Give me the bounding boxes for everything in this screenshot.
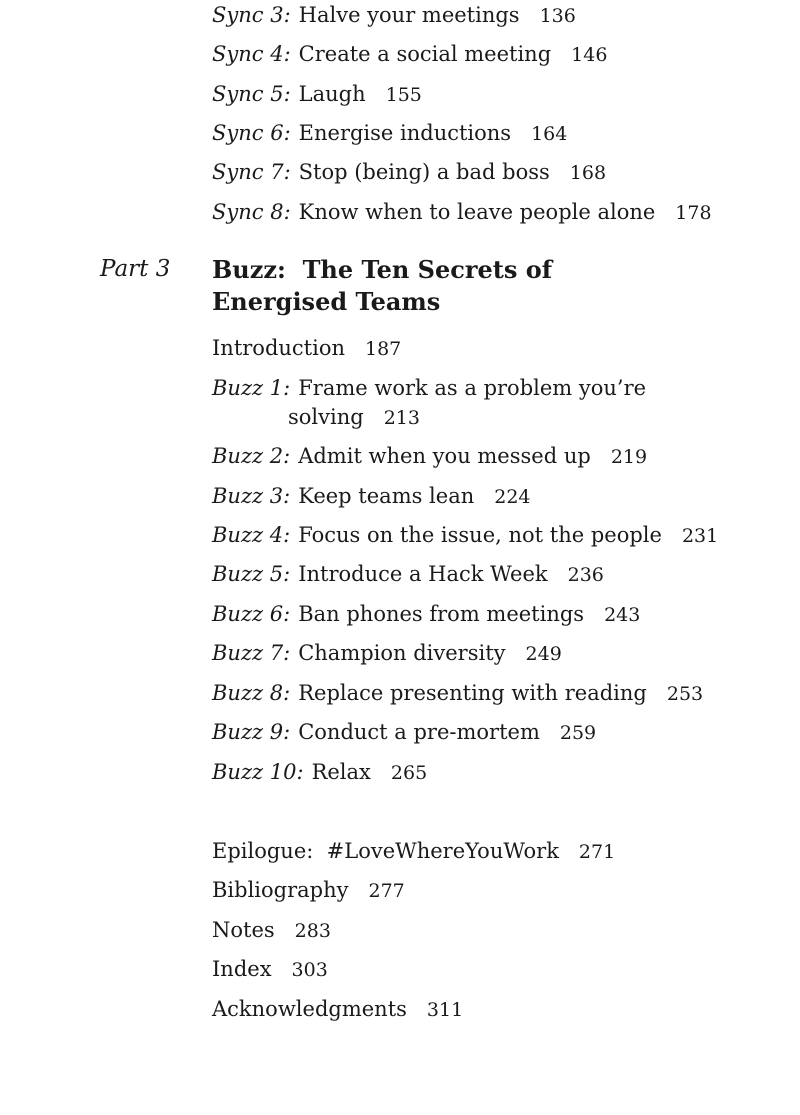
toc-entry-buzz-10: [212, 758, 427, 787]
entry-label: Buzz 3:: [212, 484, 291, 508]
entry-label: Buzz 8:: [212, 681, 291, 705]
entry-title: Introduction: [212, 336, 345, 360]
entry-label: Buzz 5:: [212, 562, 291, 586]
entry-label: Buzz 2:: [212, 444, 291, 468]
toc-entry-buzz-3: [212, 482, 531, 511]
entry-title: Notes: [212, 918, 275, 942]
entry-title: Laugh: [298, 82, 366, 106]
page-number: 311: [426, 999, 464, 1021]
page-number: 155: [385, 84, 422, 106]
page-number: 265: [390, 762, 428, 784]
toc-entry-buzz-8: [212, 679, 703, 708]
entry-title: Acknowledgments: [212, 997, 407, 1021]
toc-entry-sync-8: [212, 198, 712, 227]
page-number: 219: [610, 446, 648, 468]
entry-title: Epilogue: #LoveWhereYouWork: [212, 839, 559, 863]
page-number: 224: [494, 486, 531, 508]
toc-entry-index: [212, 955, 328, 984]
entry-title: Ban phones from meetings: [298, 602, 585, 626]
entry-title-continued: solving: [288, 405, 364, 429]
entry-title: Champion diversity: [298, 641, 506, 665]
toc-entry-acknowledgments: [212, 995, 463, 1024]
toc-entry-bibliography: [212, 876, 405, 905]
entry-title: Introduce a Hack Week: [298, 562, 548, 586]
page-number: 236: [567, 564, 604, 586]
toc-entry-buzz-9: [212, 718, 596, 747]
entry-label: Buzz 7:: [212, 641, 291, 665]
entry-title: Bibliography: [212, 878, 349, 902]
page-number: 283: [294, 920, 331, 942]
page-number: 277: [368, 880, 405, 902]
entry-label: Buzz 9:: [212, 720, 291, 744]
page-number: 164: [531, 123, 568, 145]
entry-title: Index: [212, 957, 272, 981]
entry-label: Buzz 10:: [212, 760, 304, 784]
toc-entry-buzz-4: [212, 521, 718, 550]
page-number: 168: [569, 162, 607, 184]
toc-entry-notes: [212, 916, 331, 945]
toc-entry-epilogue: [212, 837, 615, 866]
toc-entry-sync-5: [212, 80, 422, 109]
entry-title: Energise inductions: [298, 121, 512, 145]
toc-entry-buzz-7: [212, 639, 562, 668]
page-number: 136: [539, 5, 576, 27]
entry-label: Buzz 6:: [212, 602, 291, 626]
part-title-line-1: Buzz: The Ten Secrets of: [212, 255, 553, 284]
page-number: 253: [666, 683, 704, 705]
entry-title: Focus on the issue, not the people: [298, 523, 662, 547]
entry-label: Buzz 4:: [212, 523, 291, 547]
page-number: 213: [383, 407, 420, 429]
entry-title: Admit when you messed up: [298, 444, 591, 468]
page-number: 187: [365, 338, 402, 360]
entry-title: Frame work as a problem you’re: [298, 376, 647, 400]
part-title: [212, 254, 632, 318]
page-number: 271: [578, 841, 616, 863]
toc-entry-introduction: [212, 334, 401, 363]
toc-entry-buzz-6: [212, 600, 640, 629]
entry-label: Sync 6:: [212, 121, 291, 145]
part-title-line-2: Energised Teams: [212, 287, 441, 316]
page-number: 249: [525, 643, 562, 665]
entry-title: Know when to leave people alone: [298, 200, 656, 224]
entry-title: Create a social meeting: [298, 42, 552, 66]
toc-entry-sync-6: [212, 119, 567, 148]
page-number: 146: [571, 44, 608, 66]
entry-label: Sync 4:: [212, 42, 291, 66]
toc-entry-sync-3: [212, 1, 576, 30]
entry-label: Sync 3:: [212, 3, 291, 27]
part-label: Part 3: [100, 256, 171, 282]
entry-title: Relax: [311, 760, 371, 784]
entry-label: Sync 8:: [212, 200, 291, 224]
page-number: 231: [681, 525, 719, 547]
entry-title: Replace presenting with reading: [298, 681, 647, 705]
page-number: 303: [291, 959, 328, 981]
toc-entry-sync-7: [212, 158, 606, 187]
toc-entry-buzz-1-continued: [288, 403, 420, 432]
entry-title: Conduct a pre-mortem: [298, 720, 540, 744]
toc-entry-sync-4: [212, 40, 607, 69]
toc-entry-buzz-2: [212, 442, 647, 471]
entry-label: Buzz 1:: [212, 376, 291, 400]
page-number: 259: [559, 722, 597, 744]
entry-label: Sync 5:: [212, 82, 291, 106]
page-number: 243: [604, 604, 641, 626]
entry-title: Stop (being) a bad boss: [298, 160, 550, 184]
entry-label: Sync 7:: [212, 160, 291, 184]
entry-title: Keep teams lean: [298, 484, 475, 508]
toc-entry-buzz-1: [212, 374, 646, 402]
page-number: 178: [675, 202, 712, 224]
toc-entry-buzz-5: [212, 560, 604, 589]
entry-title: Halve your meetings: [298, 3, 520, 27]
